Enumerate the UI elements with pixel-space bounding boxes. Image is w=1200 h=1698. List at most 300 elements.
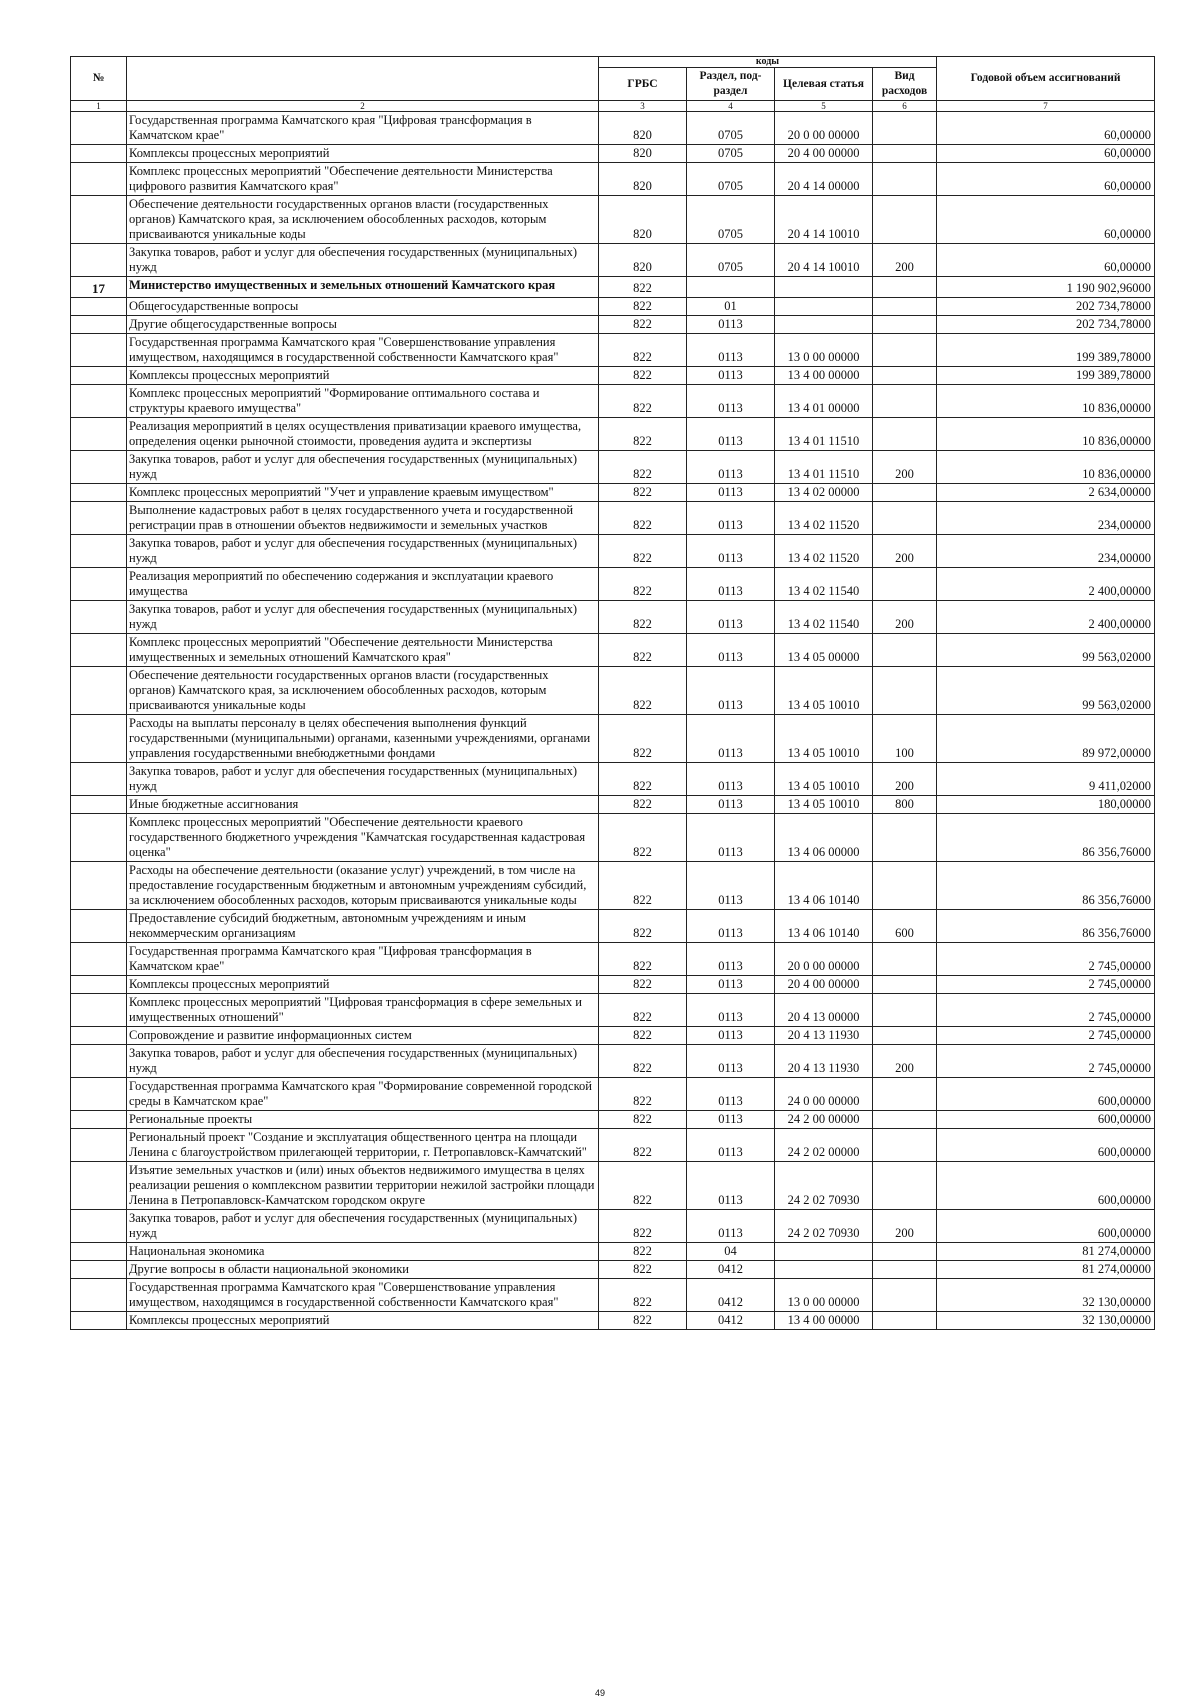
- row-section: 0113: [687, 418, 775, 451]
- row-amount: 600,00000: [937, 1162, 1155, 1210]
- row-amount: 199 389,78000: [937, 367, 1155, 385]
- col-number: 2: [127, 101, 599, 112]
- row-number: [71, 535, 127, 568]
- row-grbs: 822: [599, 1243, 687, 1261]
- row-target: 13 4 00 00000: [775, 1312, 873, 1330]
- row-target: [775, 1243, 873, 1261]
- header-target: Целевая статья: [775, 68, 873, 101]
- row-amount: 32 130,00000: [937, 1312, 1155, 1330]
- row-number: [71, 1312, 127, 1330]
- header-codes: коды: [599, 57, 937, 68]
- row-grbs: 822: [599, 1129, 687, 1162]
- row-expense-type: [873, 994, 937, 1027]
- row-grbs: 822: [599, 715, 687, 763]
- row-amount: 60,00000: [937, 145, 1155, 163]
- row-number: [71, 1111, 127, 1129]
- row-grbs: 822: [599, 1111, 687, 1129]
- table-row: [71, 367, 1155, 385]
- table-row: [71, 814, 1155, 862]
- row-name: Комплекс процессных мероприятий "Формирование оптимального состава и структуры краевого имущества": [127, 385, 599, 418]
- col-number: 3: [599, 101, 687, 112]
- row-name: Комплексы процессных мероприятий: [127, 976, 599, 994]
- table-row: [71, 145, 1155, 163]
- row-section: 0705: [687, 196, 775, 244]
- row-section: 0113: [687, 1210, 775, 1243]
- row-amount: 202 734,78000: [937, 316, 1155, 334]
- row-expense-type: [873, 298, 937, 316]
- table-row: [71, 502, 1155, 535]
- row-expense-type: [873, 385, 937, 418]
- row-number: [71, 334, 127, 367]
- row-grbs: 822: [599, 535, 687, 568]
- row-name: Региональные проекты: [127, 1111, 599, 1129]
- row-expense-type: [873, 814, 937, 862]
- row-grbs: 822: [599, 763, 687, 796]
- row-grbs: 822: [599, 316, 687, 334]
- row-section: 0113: [687, 316, 775, 334]
- row-expense-type: [873, 196, 937, 244]
- row-amount: 86 356,76000: [937, 862, 1155, 910]
- column-numbers-row: [71, 101, 1155, 112]
- row-name: Общегосударственные вопросы: [127, 298, 599, 316]
- row-name: Реализация мероприятий в целях осуществления приватизации краевого имущества, определения оценки рыночной стоимости, проведения аудита и экспертизы: [127, 418, 599, 451]
- row-target: 13 0 00 00000: [775, 334, 873, 367]
- row-expense-type: 200: [873, 763, 937, 796]
- table-row: [71, 1210, 1155, 1243]
- row-name: Выполнение кадастровых работ в целях государственного учета и государственной регистрации прав в отношении объектов недвижимости и земельных участков: [127, 502, 599, 535]
- row-section: 0113: [687, 502, 775, 535]
- row-section: 0113: [687, 484, 775, 502]
- row-section: 0113: [687, 634, 775, 667]
- row-target: 20 4 13 11930: [775, 1045, 873, 1078]
- row-amount: 10 836,00000: [937, 385, 1155, 418]
- row-number: [71, 763, 127, 796]
- row-section: [687, 277, 775, 298]
- row-section: 0113: [687, 976, 775, 994]
- row-amount: 60,00000: [937, 163, 1155, 196]
- row-expense-type: 600: [873, 910, 937, 943]
- table-row: [71, 1312, 1155, 1330]
- row-amount: 2 400,00000: [937, 568, 1155, 601]
- row-target: 20 4 14 00000: [775, 163, 873, 196]
- row-grbs: 822: [599, 862, 687, 910]
- row-target: 20 0 00 00000: [775, 112, 873, 145]
- row-number: [71, 244, 127, 277]
- row-name: Региональный проект "Создание и эксплуатация общественного центра на площади Ленина с благоустройством прилегающей территории, г. Петропавловск-Камчатский": [127, 1129, 599, 1162]
- row-expense-type: [873, 367, 937, 385]
- row-grbs: 822: [599, 943, 687, 976]
- budget-table: [70, 56, 1155, 1330]
- row-number: [71, 715, 127, 763]
- row-target: [775, 298, 873, 316]
- row-name: Закупка товаров, работ и услуг для обеспечения государственных (муниципальных) нужд: [127, 451, 599, 484]
- row-name: Национальная экономика: [127, 1243, 599, 1261]
- row-grbs: 820: [599, 163, 687, 196]
- row-amount: 2 400,00000: [937, 601, 1155, 634]
- row-section: 0113: [687, 367, 775, 385]
- table-row: [71, 763, 1155, 796]
- row-expense-type: [873, 163, 937, 196]
- row-target: 20 4 13 00000: [775, 994, 873, 1027]
- row-expense-type: [873, 568, 937, 601]
- row-name: Государственная программа Камчатского края "Совершенствование управления имуществом, находящимся в государственной собственности Камчатского края": [127, 334, 599, 367]
- row-name: Государственная программа Камчатского края "Цифровая трансформация в Камчатском крае": [127, 112, 599, 145]
- row-grbs: 822: [599, 334, 687, 367]
- row-expense-type: [873, 1027, 937, 1045]
- row-number: [71, 112, 127, 145]
- row-name: Комплекс процессных мероприятий "Обеспечение деятельности Министерства цифрового развития Камчатского края": [127, 163, 599, 196]
- row-name: Закупка товаров, работ и услуг для обеспечения государственных (муниципальных) нужд: [127, 763, 599, 796]
- row-section: 01: [687, 298, 775, 316]
- row-target: 13 4 02 00000: [775, 484, 873, 502]
- row-grbs: 822: [599, 298, 687, 316]
- row-grbs: 820: [599, 244, 687, 277]
- row-section: 0113: [687, 796, 775, 814]
- row-name: Другие вопросы в области национальной экономики: [127, 1261, 599, 1279]
- row-expense-type: [873, 334, 937, 367]
- row-expense-type: [873, 634, 937, 667]
- table-row: [71, 1111, 1155, 1129]
- row-amount: 1 190 902,96000: [937, 277, 1155, 298]
- row-amount: 99 563,02000: [937, 667, 1155, 715]
- page-number: 49: [594, 1688, 605, 1698]
- row-amount: 86 356,76000: [937, 910, 1155, 943]
- row-target: 13 0 00 00000: [775, 1279, 873, 1312]
- row-expense-type: [873, 862, 937, 910]
- row-section: 0113: [687, 568, 775, 601]
- row-amount: 10 836,00000: [937, 418, 1155, 451]
- row-number: [71, 796, 127, 814]
- row-section: 0113: [687, 862, 775, 910]
- table-row: [71, 634, 1155, 667]
- row-name: Изъятие земельных участков и (или) иных объектов недвижимого имущества в целях реализации решения о комплексном развитии территории нежилой застройки площади Ленина в Петропавловск-Камчатском городском округе: [127, 1162, 599, 1210]
- row-number: [71, 862, 127, 910]
- row-target: 20 4 00 00000: [775, 976, 873, 994]
- row-target: 13 4 01 11510: [775, 418, 873, 451]
- row-grbs: 822: [599, 367, 687, 385]
- row-number: [71, 1129, 127, 1162]
- row-grbs: 822: [599, 667, 687, 715]
- row-expense-type: [873, 1078, 937, 1111]
- row-target: [775, 316, 873, 334]
- row-amount: 32 130,00000: [937, 1279, 1155, 1312]
- row-number: [71, 976, 127, 994]
- table-row: [71, 601, 1155, 634]
- row-name: Реализация мероприятий по обеспечению содержания и эксплуатации краевого имущества: [127, 568, 599, 601]
- row-number: [71, 502, 127, 535]
- row-number: [71, 145, 127, 163]
- table-row: [71, 862, 1155, 910]
- row-amount: 60,00000: [937, 112, 1155, 145]
- header-num: №: [71, 57, 127, 101]
- row-expense-type: [873, 667, 937, 715]
- row-number: [71, 601, 127, 634]
- table-row: [71, 943, 1155, 976]
- row-expense-type: [873, 1129, 937, 1162]
- row-section: 0113: [687, 451, 775, 484]
- row-grbs: 822: [599, 601, 687, 634]
- header-section: Раздел, под-раздел: [687, 68, 775, 101]
- row-number: [71, 451, 127, 484]
- row-name: Комплексы процессных мероприятий: [127, 1312, 599, 1330]
- row-target: 13 4 05 10010: [775, 763, 873, 796]
- row-target: 13 4 02 11540: [775, 601, 873, 634]
- row-number: [71, 316, 127, 334]
- row-amount: 600,00000: [937, 1210, 1155, 1243]
- row-section: 0113: [687, 667, 775, 715]
- row-target: [775, 277, 873, 298]
- row-name: Иные бюджетные ассигнования: [127, 796, 599, 814]
- table-row: [71, 1078, 1155, 1111]
- row-grbs: 820: [599, 196, 687, 244]
- row-target: 24 2 00 00000: [775, 1111, 873, 1129]
- header-name: [127, 57, 599, 101]
- row-amount: 60,00000: [937, 196, 1155, 244]
- table-row: [71, 1279, 1155, 1312]
- header-grbs: ГРБС: [599, 68, 687, 101]
- row-target: 20 4 00 00000: [775, 145, 873, 163]
- row-target: 13 4 01 11510: [775, 451, 873, 484]
- row-amount: 600,00000: [937, 1078, 1155, 1111]
- row-expense-type: [873, 1243, 937, 1261]
- row-target: 13 4 06 00000: [775, 814, 873, 862]
- row-name: Закупка товаров, работ и услуг для обеспечения государственных (муниципальных) нужд: [127, 244, 599, 277]
- table-row: [71, 484, 1155, 502]
- row-section: 0412: [687, 1279, 775, 1312]
- row-name: Закупка товаров, работ и услуг для обеспечения государственных (муниципальных) нужд: [127, 1210, 599, 1243]
- row-amount: 81 274,00000: [937, 1261, 1155, 1279]
- row-amount: 234,00000: [937, 535, 1155, 568]
- row-section: 0705: [687, 163, 775, 196]
- row-section: 0113: [687, 943, 775, 976]
- row-expense-type: 200: [873, 601, 937, 634]
- row-section: 0113: [687, 814, 775, 862]
- row-target: 24 2 02 70930: [775, 1162, 873, 1210]
- row-expense-type: 200: [873, 1045, 937, 1078]
- row-target: 13 4 02 11520: [775, 535, 873, 568]
- col-number: 7: [937, 101, 1155, 112]
- row-expense-type: [873, 1162, 937, 1210]
- row-grbs: 822: [599, 385, 687, 418]
- table-row: [71, 277, 1155, 298]
- row-expense-type: [873, 145, 937, 163]
- row-section: 0113: [687, 1078, 775, 1111]
- row-target: 13 4 06 10140: [775, 910, 873, 943]
- row-name: Другие общегосударственные вопросы: [127, 316, 599, 334]
- row-expense-type: [873, 976, 937, 994]
- row-target: 13 4 02 11540: [775, 568, 873, 601]
- row-name: Комплекс процессных мероприятий "Обеспечение деятельности краевого государственного бюджетного учреждения "Камчатская государственная кадастровая оценка": [127, 814, 599, 862]
- row-target: 24 2 02 70930: [775, 1210, 873, 1243]
- row-grbs: 822: [599, 277, 687, 298]
- row-section: 0705: [687, 244, 775, 277]
- row-name: Государственная программа Камчатского края "Совершенствование управления имуществом, находящимся в государственной собственности Камчатского края": [127, 1279, 599, 1312]
- row-target: 13 4 05 10010: [775, 796, 873, 814]
- table-row: [71, 316, 1155, 334]
- row-name: Обеспечение деятельности государственных органов власти (государственных органов) Камчатского края, за исключением обособленных расходов, которым присваиваются уникальные коды: [127, 196, 599, 244]
- row-name: Комплекс процессных мероприятий "Обеспечение деятельности Министерства имущественных и земельных отношений Камчатского края": [127, 634, 599, 667]
- row-section: 0113: [687, 334, 775, 367]
- row-number: [71, 484, 127, 502]
- row-number: [71, 1027, 127, 1045]
- table-row: [71, 796, 1155, 814]
- table-row: [71, 1045, 1155, 1078]
- row-expense-type: 100: [873, 715, 937, 763]
- row-target: [775, 1261, 873, 1279]
- row-target: 13 4 05 00000: [775, 634, 873, 667]
- row-grbs: 822: [599, 502, 687, 535]
- row-grbs: 822: [599, 910, 687, 943]
- row-amount: 81 274,00000: [937, 1243, 1155, 1261]
- row-target: 20 4 14 10010: [775, 196, 873, 244]
- row-grbs: 822: [599, 418, 687, 451]
- row-section: 0113: [687, 1129, 775, 1162]
- row-amount: 10 836,00000: [937, 451, 1155, 484]
- header-row-top: [71, 57, 1155, 68]
- row-amount: 199 389,78000: [937, 334, 1155, 367]
- row-section: 0113: [687, 1162, 775, 1210]
- table-row: [71, 667, 1155, 715]
- row-target: 20 4 13 11930: [775, 1027, 873, 1045]
- row-expense-type: [873, 316, 937, 334]
- table-row: [71, 976, 1155, 994]
- table-row: [71, 196, 1155, 244]
- row-section: 0412: [687, 1261, 775, 1279]
- row-section: 0113: [687, 601, 775, 634]
- row-grbs: 822: [599, 568, 687, 601]
- table-row: [71, 298, 1155, 316]
- row-amount: 202 734,78000: [937, 298, 1155, 316]
- row-target: 13 4 02 11520: [775, 502, 873, 535]
- row-target: 13 4 05 10010: [775, 667, 873, 715]
- row-target: 13 4 00 00000: [775, 367, 873, 385]
- row-grbs: 822: [599, 1027, 687, 1045]
- row-name: Государственная программа Камчатского края "Цифровая трансформация в Камчатском крае": [127, 943, 599, 976]
- col-number: 1: [71, 101, 127, 112]
- row-section: 0113: [687, 715, 775, 763]
- row-section: 0113: [687, 994, 775, 1027]
- row-number: [71, 910, 127, 943]
- row-section: 0113: [687, 385, 775, 418]
- row-section: 0705: [687, 145, 775, 163]
- row-section: 0113: [687, 763, 775, 796]
- row-amount: 86 356,76000: [937, 814, 1155, 862]
- table-row: [71, 568, 1155, 601]
- row-amount: 2 745,00000: [937, 994, 1155, 1027]
- table-row: [71, 163, 1155, 196]
- row-amount: 2 634,00000: [937, 484, 1155, 502]
- col-number: 6: [873, 101, 937, 112]
- row-target: 13 4 06 10140: [775, 862, 873, 910]
- row-amount: 99 563,02000: [937, 634, 1155, 667]
- row-number: [71, 1243, 127, 1261]
- row-grbs: 822: [599, 451, 687, 484]
- header-amount: Годовой объем ассигнований: [937, 57, 1155, 101]
- row-number: [71, 163, 127, 196]
- row-target: 20 4 14 10010: [775, 244, 873, 277]
- row-name: Закупка товаров, работ и услуг для обеспечения государственных (муниципальных) нужд: [127, 601, 599, 634]
- table-row: [71, 994, 1155, 1027]
- row-name: Комплексы процессных мероприятий: [127, 145, 599, 163]
- row-expense-type: [873, 277, 937, 298]
- table-row: [71, 418, 1155, 451]
- row-amount: 60,00000: [937, 244, 1155, 277]
- table-row: [71, 535, 1155, 568]
- row-amount: 2 745,00000: [937, 976, 1155, 994]
- row-amount: 89 972,00000: [937, 715, 1155, 763]
- row-expense-type: [873, 418, 937, 451]
- row-name: Закупка товаров, работ и услуг для обеспечения государственных (муниципальных) нужд: [127, 535, 599, 568]
- row-target: 24 0 00 00000: [775, 1078, 873, 1111]
- row-grbs: 822: [599, 634, 687, 667]
- row-section: 04: [687, 1243, 775, 1261]
- row-expense-type: [873, 1279, 937, 1312]
- row-name: Государственная программа Камчатского края "Формирование современной городской среды в Камчатском крае": [127, 1078, 599, 1111]
- row-number: [71, 814, 127, 862]
- row-name: Министерство имущественных и земельных отношений Камчатского края: [127, 277, 599, 298]
- row-amount: 234,00000: [937, 502, 1155, 535]
- row-amount: 2 745,00000: [937, 1045, 1155, 1078]
- row-name: Предоставление субсидий бюджетным, автономным учреждениям и иным некоммерческим организациям: [127, 910, 599, 943]
- row-section: 0412: [687, 1312, 775, 1330]
- row-grbs: 822: [599, 796, 687, 814]
- table-row: [71, 1027, 1155, 1045]
- row-expense-type: 200: [873, 244, 937, 277]
- row-grbs: 822: [599, 1279, 687, 1312]
- row-amount: 600,00000: [937, 1129, 1155, 1162]
- table-row: [71, 334, 1155, 367]
- row-grbs: 822: [599, 976, 687, 994]
- col-number: 4: [687, 101, 775, 112]
- row-target: 13 4 01 00000: [775, 385, 873, 418]
- row-grbs: 822: [599, 1312, 687, 1330]
- row-number: [71, 667, 127, 715]
- row-expense-type: [873, 1312, 937, 1330]
- table-row: [71, 910, 1155, 943]
- row-number: [71, 418, 127, 451]
- table-row: [71, 1261, 1155, 1279]
- row-target: 24 2 02 00000: [775, 1129, 873, 1162]
- row-grbs: 822: [599, 994, 687, 1027]
- row-expense-type: 800: [873, 796, 937, 814]
- document-page: [70, 56, 1154, 1330]
- row-expense-type: [873, 484, 937, 502]
- row-number: [71, 1261, 127, 1279]
- table-row: [71, 451, 1155, 484]
- row-number: [71, 1045, 127, 1078]
- row-amount: 2 745,00000: [937, 943, 1155, 976]
- row-number: [71, 568, 127, 601]
- row-section: 0113: [687, 535, 775, 568]
- row-grbs: 822: [599, 1078, 687, 1111]
- row-name: Расходы на обеспечение деятельности (оказание услуг) учреждений, в том числе на предоставление государственным бюджетным и автономным учреждениям субсидий, за исключением обособленных расходов, которым присваиваются уникальные коды: [127, 862, 599, 910]
- row-grbs: 822: [599, 1162, 687, 1210]
- row-grbs: 822: [599, 814, 687, 862]
- table-body: [71, 112, 1155, 1330]
- row-section: 0113: [687, 1111, 775, 1129]
- table-row: [71, 1243, 1155, 1261]
- row-name: Комплекс процессных мероприятий "Цифровая трансформация в сфере земельных и имущественных отношений": [127, 994, 599, 1027]
- row-grbs: 820: [599, 112, 687, 145]
- row-expense-type: 200: [873, 451, 937, 484]
- table-row: [71, 1162, 1155, 1210]
- table-row: [71, 715, 1155, 763]
- row-name: Комплексы процессных мероприятий: [127, 367, 599, 385]
- table-row: [71, 1129, 1155, 1162]
- row-number: [71, 1162, 127, 1210]
- row-name: Расходы на выплаты персоналу в целях обеспечения выполнения функций государственными (муниципальными) органами, казенными учреждениями, органами управления государственными внебюджетными фондами: [127, 715, 599, 763]
- row-grbs: 822: [599, 1210, 687, 1243]
